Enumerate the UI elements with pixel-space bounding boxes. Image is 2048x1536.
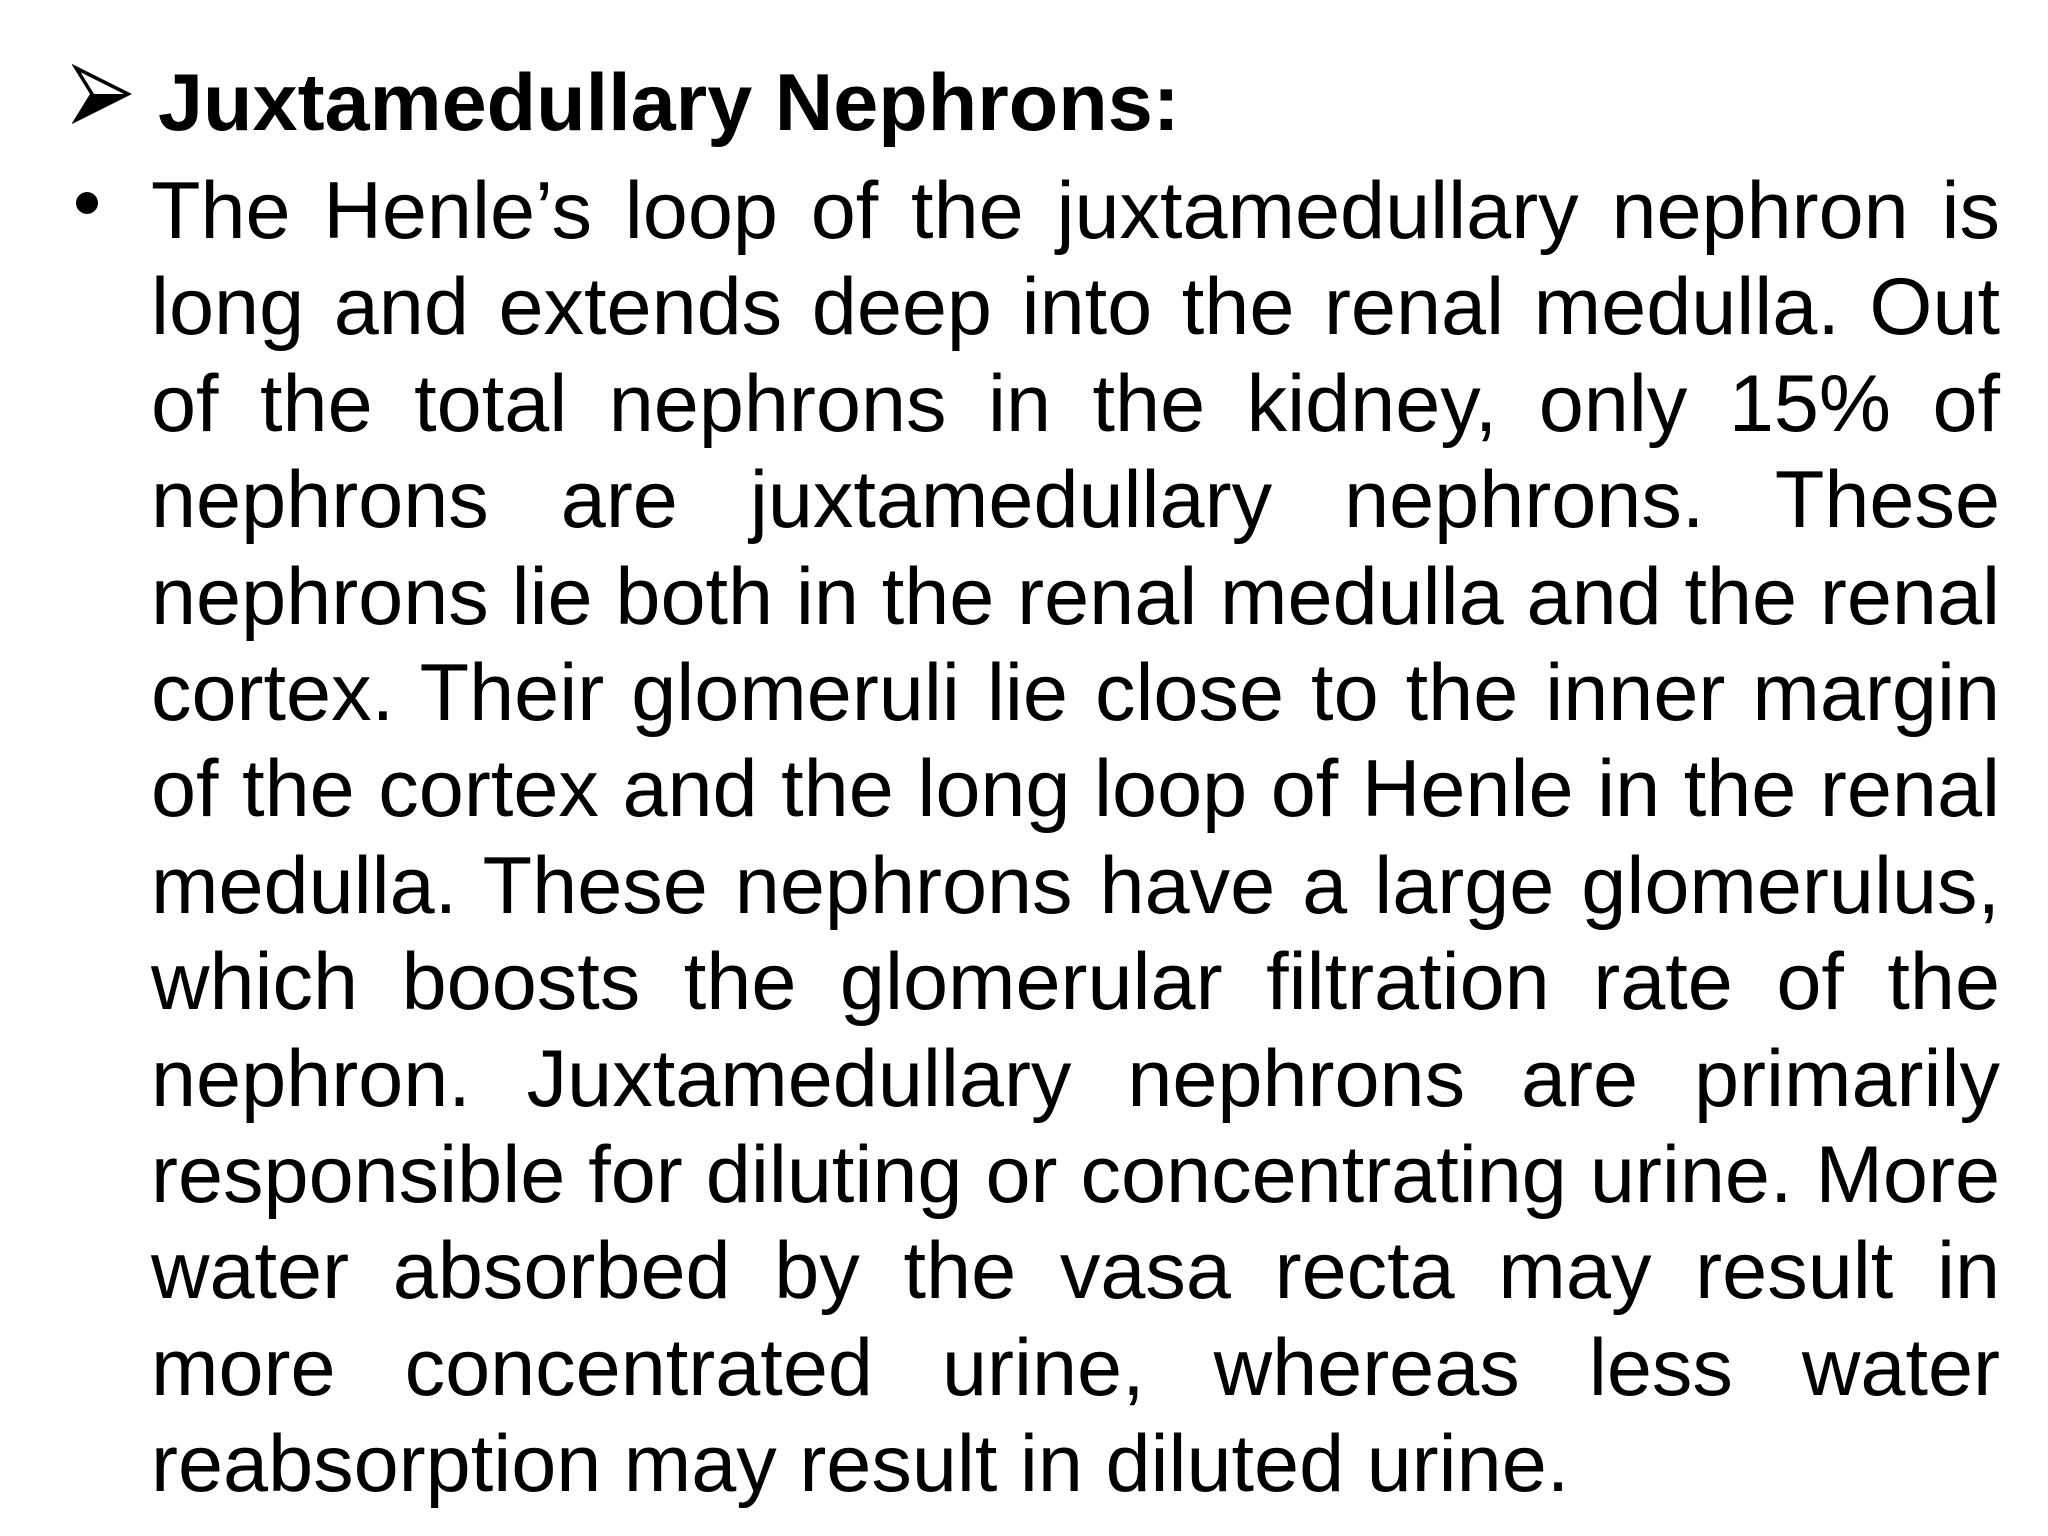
round-bullet-icon	[76, 192, 98, 214]
slide-heading: Juxtamedullary Nephrons:	[158, 58, 1180, 148]
bullet-paragraph: The Henle’s loop of the juxtamedullary nephron is long and extends deep into the renal medulla. Out of the total nephrons in the kidney, only 15% of nephrons are juxtamedullary nephrons. These nephrons lie both in the renal medulla and the renal cortex. Their glomeruli lie close to the inner margin of the cortex and the long loop of Henle in the renal medulla. These nephrons have a large glomerulus, which boosts the glomerular filtration rate of the nephron. Juxtamedullary nephrons are primarily responsible for diluting or concentrating urine. More water absorbed by the vasa recta may result in more concentrated urine, whereas less water reabsorption may result in diluted urine.	[151, 166, 2000, 1510]
arrow-bullet-icon	[72, 64, 132, 124]
heading-row	[72, 48, 1180, 158]
